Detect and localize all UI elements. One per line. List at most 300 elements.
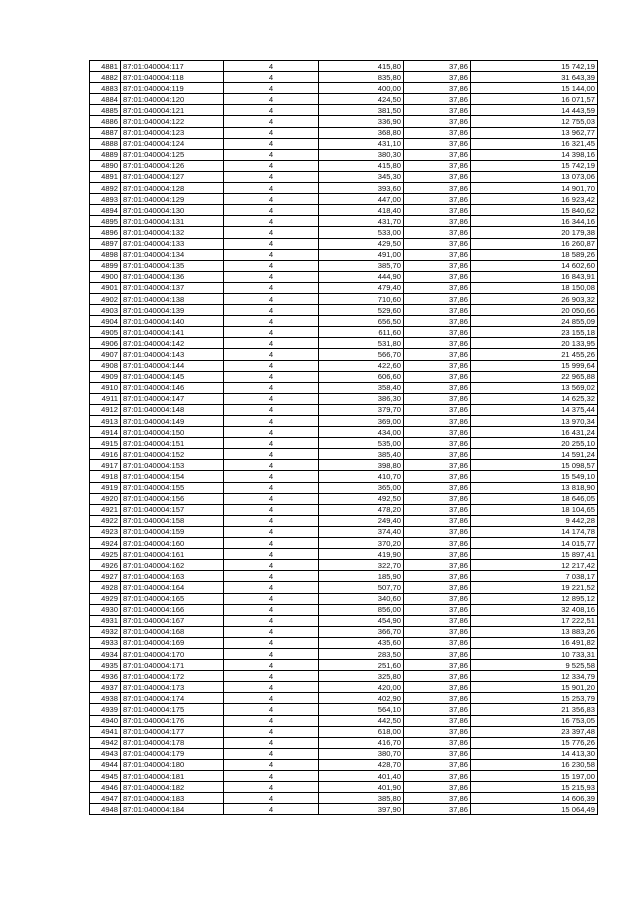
rate-cell: 37,86 (404, 427, 471, 438)
cadastral-number-cell: 87:01:040004:133 (121, 238, 224, 249)
table-row (90, 593, 598, 604)
row-number-cell: 4928 (90, 582, 121, 593)
table-row (90, 549, 598, 560)
rate-cell: 37,86 (404, 782, 471, 793)
row-number-cell: 4888 (90, 138, 121, 149)
table-row (90, 660, 598, 671)
group-cell: 4 (224, 538, 319, 549)
group-cell: 4 (224, 61, 319, 72)
row-number-cell: 4943 (90, 748, 121, 759)
value-cell: 21 356,83 (471, 704, 598, 715)
row-number-cell: 4926 (90, 560, 121, 571)
rate-cell: 37,86 (404, 404, 471, 415)
cadastral-number-cell: 87:01:040004:164 (121, 582, 224, 593)
value-cell: 20 255,10 (471, 438, 598, 449)
table-row (90, 238, 598, 249)
cadastral-number-cell: 87:01:040004:154 (121, 471, 224, 482)
table-body (90, 61, 598, 815)
group-cell: 4 (224, 648, 319, 659)
group-cell: 4 (224, 493, 319, 504)
row-number-cell: 4918 (90, 471, 121, 482)
rate-cell: 37,86 (404, 660, 471, 671)
rate-cell: 37,86 (404, 526, 471, 537)
table-row (90, 94, 598, 105)
cadastral-number-cell: 87:01:040004:140 (121, 316, 224, 327)
rate-cell: 37,86 (404, 626, 471, 637)
group-cell: 4 (224, 449, 319, 460)
group-cell: 4 (224, 715, 319, 726)
table-row (90, 671, 598, 682)
cadastral-number-cell: 87:01:040004:151 (121, 438, 224, 449)
value-cell: 15 901,20 (471, 682, 598, 693)
row-number-cell: 4919 (90, 482, 121, 493)
cadastral-number-cell: 87:01:040004:134 (121, 249, 224, 260)
area-cell: 366,70 (319, 626, 404, 637)
cadastral-number-cell: 87:01:040004:174 (121, 693, 224, 704)
group-cell: 4 (224, 94, 319, 105)
value-cell: 15 215,93 (471, 782, 598, 793)
group-cell: 4 (224, 693, 319, 704)
table-row (90, 282, 598, 293)
value-cell: 15 197,00 (471, 771, 598, 782)
table-row (90, 793, 598, 804)
rate-cell: 37,86 (404, 72, 471, 83)
group-cell: 4 (224, 293, 319, 304)
table-row (90, 183, 598, 194)
group-cell: 4 (224, 316, 319, 327)
value-cell: 16 491,82 (471, 637, 598, 648)
group-cell: 4 (224, 105, 319, 116)
row-number-cell: 4941 (90, 726, 121, 737)
row-number-cell: 4931 (90, 615, 121, 626)
value-cell: 13 569,02 (471, 382, 598, 393)
value-cell: 13 970,34 (471, 416, 598, 427)
value-cell: 20 050,66 (471, 305, 598, 316)
value-cell: 15 742,19 (471, 160, 598, 171)
row-number-cell: 4894 (90, 205, 121, 216)
rate-cell: 37,86 (404, 393, 471, 404)
row-number-cell: 4899 (90, 260, 121, 271)
rate-cell: 37,86 (404, 726, 471, 737)
row-number-cell: 4905 (90, 327, 121, 338)
cadastral-number-cell: 87:01:040004:129 (121, 194, 224, 205)
area-cell: 397,90 (319, 804, 404, 815)
area-cell: 398,80 (319, 460, 404, 471)
cadastral-number-cell: 87:01:040004:126 (121, 160, 224, 171)
table-row (90, 404, 598, 415)
group-cell: 4 (224, 504, 319, 515)
row-number-cell: 4909 (90, 371, 121, 382)
group-cell: 4 (224, 515, 319, 526)
table-row (90, 305, 598, 316)
cadastral-number-cell: 87:01:040004:170 (121, 648, 224, 659)
rate-cell: 37,86 (404, 460, 471, 471)
group-cell: 4 (224, 482, 319, 493)
area-cell: 420,00 (319, 682, 404, 693)
group-cell: 4 (224, 227, 319, 238)
rate-cell: 37,86 (404, 471, 471, 482)
row-number-cell: 4910 (90, 382, 121, 393)
area-cell: 606,60 (319, 371, 404, 382)
group-cell: 4 (224, 416, 319, 427)
rate-cell: 37,86 (404, 737, 471, 748)
area-cell: 325,80 (319, 671, 404, 682)
row-number-cell: 4923 (90, 526, 121, 537)
area-cell: 835,80 (319, 72, 404, 83)
rate-cell: 37,86 (404, 560, 471, 571)
group-cell: 4 (224, 660, 319, 671)
value-cell: 15 776,26 (471, 737, 598, 748)
area-cell: 431,10 (319, 138, 404, 149)
cadastral-value-table (89, 60, 598, 815)
cadastral-number-cell: 87:01:040004:152 (121, 449, 224, 460)
value-cell: 16 431,24 (471, 427, 598, 438)
row-number-cell: 4892 (90, 183, 121, 194)
row-number-cell: 4887 (90, 127, 121, 138)
area-cell: 419,90 (319, 549, 404, 560)
area-cell: 385,70 (319, 260, 404, 271)
table-row (90, 349, 598, 360)
value-cell: 13 883,26 (471, 626, 598, 637)
cadastral-number-cell: 87:01:040004:165 (121, 593, 224, 604)
value-cell: 16 321,45 (471, 138, 598, 149)
cadastral-number-cell: 87:01:040004:184 (121, 804, 224, 815)
rate-cell: 37,86 (404, 804, 471, 815)
value-cell: 14 901,70 (471, 183, 598, 194)
area-cell: 401,40 (319, 771, 404, 782)
group-cell: 4 (224, 560, 319, 571)
rate-cell: 37,86 (404, 138, 471, 149)
value-cell: 20 133,95 (471, 338, 598, 349)
rate-cell: 37,86 (404, 648, 471, 659)
group-cell: 4 (224, 194, 319, 205)
value-cell: 18 104,65 (471, 504, 598, 515)
table-row (90, 316, 598, 327)
rate-cell: 37,86 (404, 149, 471, 160)
rate-cell: 37,86 (404, 194, 471, 205)
row-number-cell: 4921 (90, 504, 121, 515)
table-row (90, 260, 598, 271)
row-number-cell: 4938 (90, 693, 121, 704)
area-cell: 429,50 (319, 238, 404, 249)
cadastral-number-cell: 87:01:040004:171 (121, 660, 224, 671)
row-number-cell: 4925 (90, 549, 121, 560)
table-row (90, 682, 598, 693)
table-row (90, 171, 598, 182)
group-cell: 4 (224, 249, 319, 260)
row-number-cell: 4898 (90, 249, 121, 260)
value-cell: 13 818,90 (471, 482, 598, 493)
cadastral-number-cell: 87:01:040004:150 (121, 427, 224, 438)
value-cell: 18 150,08 (471, 282, 598, 293)
area-cell: 535,00 (319, 438, 404, 449)
table-row (90, 338, 598, 349)
cadastral-number-cell: 87:01:040004:130 (121, 205, 224, 216)
rate-cell: 37,86 (404, 83, 471, 94)
area-cell: 415,80 (319, 160, 404, 171)
cadastral-number-cell: 87:01:040004:180 (121, 759, 224, 770)
cadastral-number-cell: 87:01:040004:173 (121, 682, 224, 693)
group-cell: 4 (224, 83, 319, 94)
cadastral-number-cell: 87:01:040004:158 (121, 515, 224, 526)
row-number-cell: 4882 (90, 72, 121, 83)
group-cell: 4 (224, 682, 319, 693)
table-row (90, 771, 598, 782)
cadastral-number-cell: 87:01:040004:147 (121, 393, 224, 404)
area-cell: 531,80 (319, 338, 404, 349)
area-cell: 380,30 (319, 149, 404, 160)
value-cell: 14 443,59 (471, 105, 598, 116)
cadastral-number-cell: 87:01:040004:168 (121, 626, 224, 637)
group-cell: 4 (224, 393, 319, 404)
cadastral-number-cell: 87:01:040004:123 (121, 127, 224, 138)
rate-cell: 37,86 (404, 604, 471, 615)
table-row (90, 449, 598, 460)
table-row (90, 693, 598, 704)
table-row (90, 116, 598, 127)
rate-cell: 37,86 (404, 238, 471, 249)
rate-cell: 37,86 (404, 349, 471, 360)
cadastral-number-cell: 87:01:040004:138 (121, 293, 224, 304)
table-row (90, 194, 598, 205)
area-cell: 336,90 (319, 116, 404, 127)
area-cell: 345,30 (319, 171, 404, 182)
table-row (90, 393, 598, 404)
rate-cell: 37,86 (404, 493, 471, 504)
rate-cell: 37,86 (404, 127, 471, 138)
cadastral-number-cell: 87:01:040004:153 (121, 460, 224, 471)
area-cell: 656,50 (319, 316, 404, 327)
rate-cell: 37,86 (404, 538, 471, 549)
cadastral-number-cell: 87:01:040004:175 (121, 704, 224, 715)
table-row (90, 127, 598, 138)
row-number-cell: 4903 (90, 305, 121, 316)
group-cell: 4 (224, 793, 319, 804)
rate-cell: 37,86 (404, 61, 471, 72)
table-row (90, 538, 598, 549)
group-cell: 4 (224, 726, 319, 737)
table-row (90, 271, 598, 282)
cadastral-number-cell: 87:01:040004:120 (121, 94, 224, 105)
cadastral-number-cell: 87:01:040004:160 (121, 538, 224, 549)
row-number-cell: 4895 (90, 216, 121, 227)
value-cell: 12 895,12 (471, 593, 598, 604)
rate-cell: 37,86 (404, 360, 471, 371)
table-row (90, 637, 598, 648)
area-cell: 385,40 (319, 449, 404, 460)
table-row (90, 560, 598, 571)
table-row (90, 604, 598, 615)
value-cell: 23 155,18 (471, 327, 598, 338)
rate-cell: 37,86 (404, 316, 471, 327)
group-cell: 4 (224, 338, 319, 349)
value-cell: 15 897,41 (471, 549, 598, 560)
group-cell: 4 (224, 327, 319, 338)
rate-cell: 37,86 (404, 327, 471, 338)
group-cell: 4 (224, 205, 319, 216)
row-number-cell: 4948 (90, 804, 121, 815)
cadastral-number-cell: 87:01:040004:157 (121, 504, 224, 515)
area-cell: 322,70 (319, 560, 404, 571)
group-cell: 4 (224, 571, 319, 582)
value-cell: 15 549,10 (471, 471, 598, 482)
value-cell: 14 602,60 (471, 260, 598, 271)
area-cell: 507,70 (319, 582, 404, 593)
row-number-cell: 4906 (90, 338, 121, 349)
table-row (90, 138, 598, 149)
rate-cell: 37,86 (404, 515, 471, 526)
area-cell: 365,00 (319, 482, 404, 493)
table-row (90, 737, 598, 748)
cadastral-number-cell: 87:01:040004:179 (121, 748, 224, 759)
cadastral-number-cell: 87:01:040004:159 (121, 526, 224, 537)
table-row (90, 382, 598, 393)
value-cell: 16 753,05 (471, 715, 598, 726)
group-cell: 4 (224, 549, 319, 560)
area-cell: 251,60 (319, 660, 404, 671)
table-row (90, 249, 598, 260)
group-cell: 4 (224, 771, 319, 782)
area-cell: 533,00 (319, 227, 404, 238)
row-number-cell: 4886 (90, 116, 121, 127)
rate-cell: 37,86 (404, 338, 471, 349)
group-cell: 4 (224, 238, 319, 249)
value-cell: 22 965,88 (471, 371, 598, 382)
value-cell: 14 591,24 (471, 449, 598, 460)
row-number-cell: 4927 (90, 571, 121, 582)
row-number-cell: 4890 (90, 160, 121, 171)
cadastral-number-cell: 87:01:040004:136 (121, 271, 224, 282)
cadastral-number-cell: 87:01:040004:177 (121, 726, 224, 737)
group-cell: 4 (224, 804, 319, 815)
table-row (90, 105, 598, 116)
cadastral-number-cell: 87:01:040004:155 (121, 482, 224, 493)
area-cell: 369,00 (319, 416, 404, 427)
rate-cell: 37,86 (404, 759, 471, 770)
table-row (90, 471, 598, 482)
cadastral-number-cell: 87:01:040004:182 (121, 782, 224, 793)
rate-cell: 37,86 (404, 216, 471, 227)
value-cell: 14 375,44 (471, 404, 598, 415)
row-number-cell: 4944 (90, 759, 121, 770)
table-row (90, 748, 598, 759)
row-number-cell: 4913 (90, 416, 121, 427)
row-number-cell: 4908 (90, 360, 121, 371)
value-cell: 15 064,49 (471, 804, 598, 815)
table-row (90, 759, 598, 770)
table-row (90, 515, 598, 526)
cadastral-number-cell: 87:01:040004:142 (121, 338, 224, 349)
rate-cell: 37,86 (404, 271, 471, 282)
rate-cell: 37,86 (404, 671, 471, 682)
area-cell: 454,90 (319, 615, 404, 626)
cadastral-number-cell: 87:01:040004:163 (121, 571, 224, 582)
area-cell: 402,90 (319, 693, 404, 704)
rate-cell: 37,86 (404, 693, 471, 704)
cadastral-number-cell: 87:01:040004:135 (121, 260, 224, 271)
table-row (90, 482, 598, 493)
group-cell: 4 (224, 593, 319, 604)
value-cell: 20 179,38 (471, 227, 598, 238)
area-cell: 478,20 (319, 504, 404, 515)
table-row (90, 205, 598, 216)
group-cell: 4 (224, 704, 319, 715)
value-cell: 15 253,79 (471, 693, 598, 704)
area-cell: 431,70 (319, 216, 404, 227)
area-cell: 385,80 (319, 793, 404, 804)
rate-cell: 37,86 (404, 593, 471, 604)
rate-cell: 37,86 (404, 571, 471, 582)
row-number-cell: 4893 (90, 194, 121, 205)
row-number-cell: 4936 (90, 671, 121, 682)
value-cell: 15 840,62 (471, 205, 598, 216)
rate-cell: 37,86 (404, 416, 471, 427)
row-number-cell: 4884 (90, 94, 121, 105)
cadastral-number-cell: 87:01:040004:144 (121, 360, 224, 371)
group-cell: 4 (224, 460, 319, 471)
group-cell: 4 (224, 748, 319, 759)
cadastral-number-cell: 87:01:040004:139 (121, 305, 224, 316)
group-cell: 4 (224, 171, 319, 182)
rate-cell: 37,86 (404, 94, 471, 105)
value-cell: 23 397,48 (471, 726, 598, 737)
area-cell: 381,50 (319, 105, 404, 116)
cadastral-number-cell: 87:01:040004:117 (121, 61, 224, 72)
group-cell: 4 (224, 360, 319, 371)
row-number-cell: 4947 (90, 793, 121, 804)
value-cell: 10 733,31 (471, 648, 598, 659)
value-cell: 32 408,16 (471, 604, 598, 615)
cadastral-number-cell: 87:01:040004:125 (121, 149, 224, 160)
table-row (90, 72, 598, 83)
cadastral-number-cell: 87:01:040004:128 (121, 183, 224, 194)
row-number-cell: 4939 (90, 704, 121, 715)
value-cell: 31 643,39 (471, 72, 598, 83)
group-cell: 4 (224, 637, 319, 648)
row-number-cell: 4922 (90, 515, 121, 526)
value-cell: 16 260,87 (471, 238, 598, 249)
value-cell: 18 646,05 (471, 493, 598, 504)
group-cell: 4 (224, 759, 319, 770)
rate-cell: 37,86 (404, 549, 471, 560)
group-cell: 4 (224, 526, 319, 537)
value-cell: 12 217,42 (471, 560, 598, 571)
row-number-cell: 4924 (90, 538, 121, 549)
value-cell: 15 098,57 (471, 460, 598, 471)
table-row (90, 438, 598, 449)
group-cell: 4 (224, 160, 319, 171)
group-cell: 4 (224, 271, 319, 282)
rate-cell: 37,86 (404, 205, 471, 216)
cadastral-number-cell: 87:01:040004:156 (121, 493, 224, 504)
area-cell: 479,40 (319, 282, 404, 293)
value-cell: 21 455,26 (471, 349, 598, 360)
area-cell: 442,50 (319, 715, 404, 726)
area-cell: 434,00 (319, 427, 404, 438)
rate-cell: 37,86 (404, 171, 471, 182)
row-number-cell: 4942 (90, 737, 121, 748)
area-cell: 447,00 (319, 194, 404, 205)
area-cell: 185,90 (319, 571, 404, 582)
group-cell: 4 (224, 127, 319, 138)
rate-cell: 37,86 (404, 260, 471, 271)
value-cell: 15 144,00 (471, 83, 598, 94)
value-cell: 14 606,39 (471, 793, 598, 804)
row-number-cell: 4930 (90, 604, 121, 615)
value-cell: 14 625,32 (471, 393, 598, 404)
rate-cell: 37,86 (404, 282, 471, 293)
value-cell: 16 843,91 (471, 271, 598, 282)
